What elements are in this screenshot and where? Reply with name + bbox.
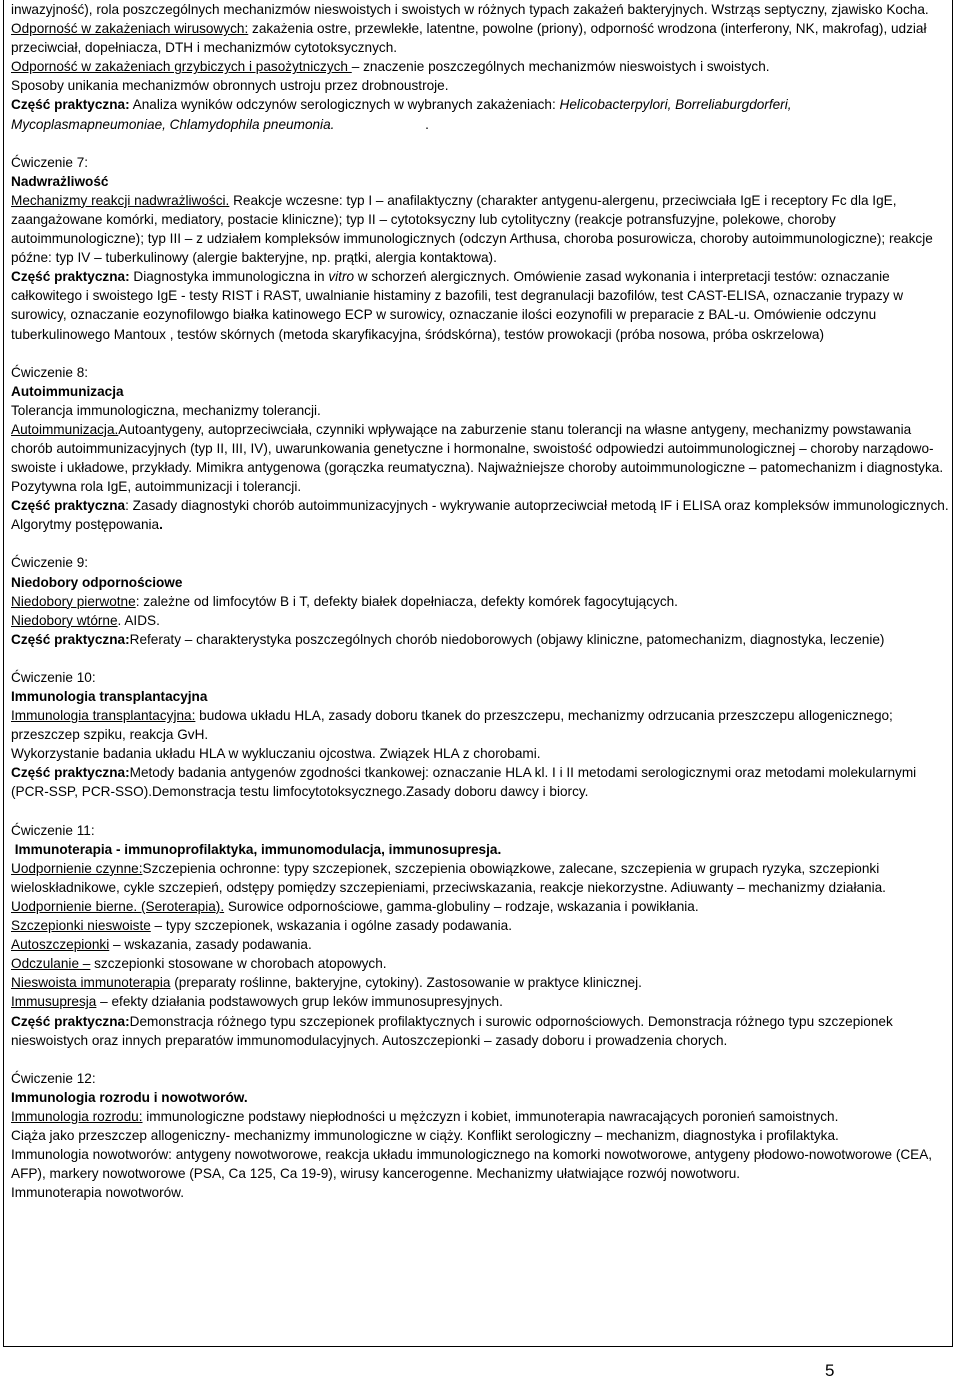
exercise-11-label: Ćwiczenie 11: — [11, 822, 95, 838]
paragraph-nonspecific-immunotherapy — [11, 973, 949, 992]
text-secondary-deficiency: . AIDS. — [117, 612, 160, 628]
label-practical: Część praktyczna: — [11, 631, 130, 647]
text-autovaccines: – wskazania, zasady podawania. — [109, 937, 312, 953]
paragraph-practical-11 — [11, 1012, 949, 1050]
heading-nonspecific-immunotherapy: Nieswoista immunoterapia — [11, 975, 171, 991]
text-active-immunization: Szczepienia ochronne: typy szczepionek, szczepienia obowiązkowe, zalecane, szczepienia w grupach ryzyka, szczepionki wieloskładnikowe, cykle szczepień, odstępy pomiędzy szczepieniami, przeciwskazania, reakcje niekorzystne. Adiuwanty – mechanizmy działania. — [11, 860, 886, 895]
exercise-7-title: Nadwrażliwość — [11, 173, 109, 189]
paragraph-hypersensitivity — [11, 191, 949, 267]
text-viral-immunity: zakażenia ostre, przewlekłe, latentne, powolne (priony), odporność wrodzona (interferony, NK, makrofag), udział przeciwciał, dopełniacza, DTH i mechanizmów cytotoksycznych. — [11, 21, 927, 56]
text-desensitization: szczepionki stosowane w chorobach atopowych. — [90, 956, 387, 972]
heading-viral-immunity: Odporność w zakażeniach wirusowych: — [11, 21, 249, 37]
text-practical-end: . — [159, 517, 163, 533]
heading-secondary-deficiency: Niedobory wtórne — [11, 612, 118, 628]
exercise-8-label: Ćwiczenie 8: — [11, 364, 89, 380]
paragraph-bacterial-end — [11, 0, 949, 19]
heading-autovaccines: Autoszczepionki — [11, 937, 110, 953]
paragraph-secondary-deficiency — [11, 611, 949, 630]
text-transplant-immunology: budowa układu HLA, zasady doboru tkanek do przeszczepu, mechanizmy odrzucania przeszczepu allogenicznego; przeszczep szpiku, reakcja GvH. — [11, 708, 893, 743]
heading-reproductive-immunology: Immunologia rozrodu: — [11, 1108, 143, 1124]
heading-active-immunization: Uodpornienie czynne: — [11, 860, 143, 876]
text-practical-end: . — [334, 116, 429, 132]
paragraph-nonspecific-vaccines — [11, 916, 949, 935]
paragraph-transplant — [11, 706, 949, 744]
text-reproductive-immunology: immunologiczne podstawy niepłodności u mężczyzn i kobiet, immunoterapia nawracających poronień samoistnych. — [142, 1108, 839, 1124]
exercise-12-label: Ćwiczenie 12: — [11, 1070, 96, 1086]
paragraph-tumor-immunology: Immunologia nowotworów: antygeny nowotworowe, reakcja układu immunologicznego na komorki nowotworowe, antygeny płodowo-nowotworowe (CEA, AFP), markery nowotworowe (PSA, Ca 125, Ca 19-9), wirusy kancerogenne. Mechanizmy ułatwiające rozwój nowotworu. — [11, 1147, 933, 1182]
label-practical: Część praktyczna: — [11, 97, 130, 113]
text-in-vitro: vitro — [328, 269, 355, 285]
paragraph-active-immunization — [11, 859, 949, 897]
heading-nonspecific-vaccines: Szczepionki nieswoiste — [11, 918, 151, 934]
heading-autoimmunization: Autoimmunizacja. — [11, 421, 119, 437]
text-autoimmunization: Autoantygeny, autoprzeciwciała, czynniki wpływające na zaburzenie stanu tolerancji na własne antygeny, mechanizmy powstawania chorób autoimmunizacyjnych (typ II, III, IV), uwarunkowania genetyczne i hormonalne, swoistość odpowiedzi autoimmunologicznej – choroby narządowo-swoiste i układowe, przykłady. Mimikra antygenowa (gorączka reumatyczna). Najważniejsze choroby autoimmunologiczne – patomechanizm i diagnostyka. — [11, 421, 944, 476]
text-practical: Analiza wyników odczynów serologicznych w wybranych zakażeniach: — [129, 97, 560, 113]
paragraph-pregnancy: Ciąża jako przeszczep allogeniczny- mechanizmy immunologiczne w ciąży. Konflikt serologiczny – mechanizm, diagnostyka i profilaktyka. — [11, 1127, 839, 1143]
text-practical-b: w schorzeń alergicznych. Omówienie zasad wykonania i interpretacji testów: oznaczanie całkowitego i swoistego IgE - testy RIST i RAST, uwalnianie histaminy z bazofili, test degranulacji bazofilów, test CAST-ELISA, oznaczanie trypazy w surowicy, oznaczanie eozynofilowgo białka katinowego ECP w surowicy, oznaczanie ilości eozynofili w preparacie z BAL-u. Omówienie odczynu tuberkulinowego Mantoux , testów skórnych (metoda skaryfikacyjna, śródskórna), testów prowokacji (próba nosowa, próba oskrzelowa) — [11, 269, 904, 342]
exercise-9-title: Niedobory odpornościowe — [11, 574, 183, 590]
text-nonspecific-immunotherapy: (preparaty roślinne, bakteryjne, cytokiny). Zastosowanie w praktyce klinicznej. — [170, 975, 642, 991]
paragraph-practical-9 — [11, 630, 949, 649]
heading-passive-immunization: Uodpornienie bierne. (Seroterapia). — [11, 898, 225, 914]
heading-transplant-immunology: Immunologia transplantacyjna: — [11, 708, 196, 724]
heading-primary-deficiency: Niedobory pierwotne — [11, 593, 136, 609]
text-bacterial-end: inwazyjność), rola poszczególnych mechanizmów nieswoistych i swoistych w różnych typach zakażeń bakteryjnych. Wstrząs septyczny, zjawisko Kocha. — [11, 2, 929, 17]
text-primary-deficiency: : zależne od limfocytów B i T, defekty białek dopełniacza, defekty komórek fagocytujących. — [135, 593, 678, 609]
paragraph-practical-10 — [11, 763, 949, 801]
heading-desensitization: Odczulanie – — [11, 956, 91, 972]
label-practical: Część praktyczna — [11, 498, 126, 514]
label-practical: Część praktyczna: — [11, 1013, 130, 1029]
document-body — [11, 0, 949, 1202]
paragraph-fungal — [11, 57, 949, 76]
text-species: Helicobacterpylori, Borreliaburgdorferi, Mycoplasmapneumoniae, Chlamydophila pneumonia. — [11, 97, 792, 132]
text-hypersensitivity-mechanisms: Reakcje wczesne: typ I – anafilaktyczny (charakter antygenu-alergenu, przeciwciała IgE i receptory Fc dla IgE, zaangażowane komórki, mediatory, postacie kliniczne); typ II – cytotoksyczny lub cytolityczny (reakcje potransfuzyjne, polekowe, choroby autoimmunologiczne); typ III – z udziałem kompleksów immunologicznych (odczyn Arthusa, choroba posurowicza, choroby autoimmunologiczne); reakcje późne: typ IV – tuberkulinowy (alergie bakteryjne, np. prątki, alergia kontaktowa). — [11, 192, 933, 266]
text-fungal-immunity: – znaczenie poszczególnych mechanizmów nieswoistych i swoistych. — [351, 59, 770, 75]
exercise-11-title: Immunoterapia - immunoprofilaktyka, immunomodulacja, immunosupresja. — [11, 841, 502, 857]
paragraph-autovaccines — [11, 935, 949, 954]
paragraph-practical-6 — [11, 95, 949, 133]
exercise-10-label: Ćwiczenie 10: — [11, 669, 96, 685]
label-practical: Część praktyczna: — [11, 269, 130, 285]
text-practical: Referaty – charakterystyka poszczególnych chorób niedoborowych (objawy kliniczne, patomechanizm, diagnostyka, leczenie) — [129, 631, 885, 647]
exercise-12-title: Immunologia rozrodu i nowotworów. — [11, 1089, 248, 1105]
paragraph-practical-8 — [11, 496, 949, 534]
paragraph-tumor-immunotherapy: Immunoterapia nowotworów. — [11, 1185, 185, 1201]
text-practical: Metody badania antygenów zgodności tkankowej: oznaczanie HLA kl. I i II metodami serologicznymi oraz metodami molekularnymi (PCR-SSP, PCR-SSO).Demonstracja testu limfocytotoksycznego.Zasady doboru dawcy i biorcy. — [11, 765, 917, 800]
paragraph-hla: Wykorzystanie badania układu HLA w wykluczaniu ojcostwa. Związek HLA z chorobami. — [11, 746, 541, 762]
paragraph-passive-immunization — [11, 897, 949, 916]
page-number: 5 — [825, 1361, 835, 1380]
text-passive-immunization: Surowice odpornościowe, gamma-globuliny – rodzaje, wskazania i powikłania. — [224, 898, 699, 914]
paragraph-desensitization — [11, 954, 949, 973]
label-practical: Część praktyczna: — [11, 765, 130, 781]
text-escape-mechanisms: Sposoby unikania mechanizmów obronnych ustroju przez drobnoustroje. — [11, 78, 449, 94]
paragraph-autoimmunization — [11, 420, 949, 477]
exercise-8-title: Autoimmunizacja — [11, 383, 124, 399]
exercise-9-label: Ćwiczenie 9: — [11, 555, 89, 571]
paragraph-positive-role: Pozytywna rola IgE, autoimmunizacji i tolerancji. — [11, 479, 302, 495]
paragraph-reproductive-immunology — [11, 1107, 949, 1126]
text-practical: Demonstracja różnego typu szczepionek profilaktycznych i surowic odpornościowych. Demonstracja różnego typu szczepionek nieswoistych oraz innych preparatów immunomodulacyjnych. Autoszczepionki – zasady doboru i prowadzenia chorych. — [11, 1013, 893, 1048]
heading-hypersensitivity-mechanisms: Mechanizmy reakcji nadwrażliwości. — [11, 192, 230, 208]
text-immunosuppression: – efekty działania podstawowych grup leków immunosupresyjnych. — [96, 994, 503, 1010]
exercise-7-label: Ćwiczenie 7: — [11, 154, 89, 170]
text-practical: : Zasady diagnostyki chorób autoimmunizacyjnych - wykrywanie autoprzeciwciał metodą IF i ELISA oraz kompleksów immunologicznych. Algorytmy postępowania — [11, 498, 949, 533]
paragraph-viral — [11, 19, 949, 57]
exercise-10-title: Immunologia transplantacyjna — [11, 689, 208, 704]
text-nonspecific-vaccines: – typy szczepionek, wskazania i ogólne zasady podawania. — [150, 918, 512, 934]
paragraph-tolerance: Tolerancja immunologiczna, mechanizmy tolerancji. — [11, 402, 321, 418]
paragraph-practical-7 — [11, 267, 949, 343]
paragraph-escape — [11, 76, 949, 95]
heading-fungal-immunity: Odporność w zakażeniach grzybiczych i pasożytniczych — [11, 59, 352, 75]
heading-immunosuppression: Immusupresja — [11, 994, 97, 1010]
text-practical-a: Diagnostyka immunologiczna in — [129, 269, 329, 285]
paragraph-immunosuppression — [11, 992, 949, 1011]
paragraph-primary-deficiency — [11, 592, 949, 611]
